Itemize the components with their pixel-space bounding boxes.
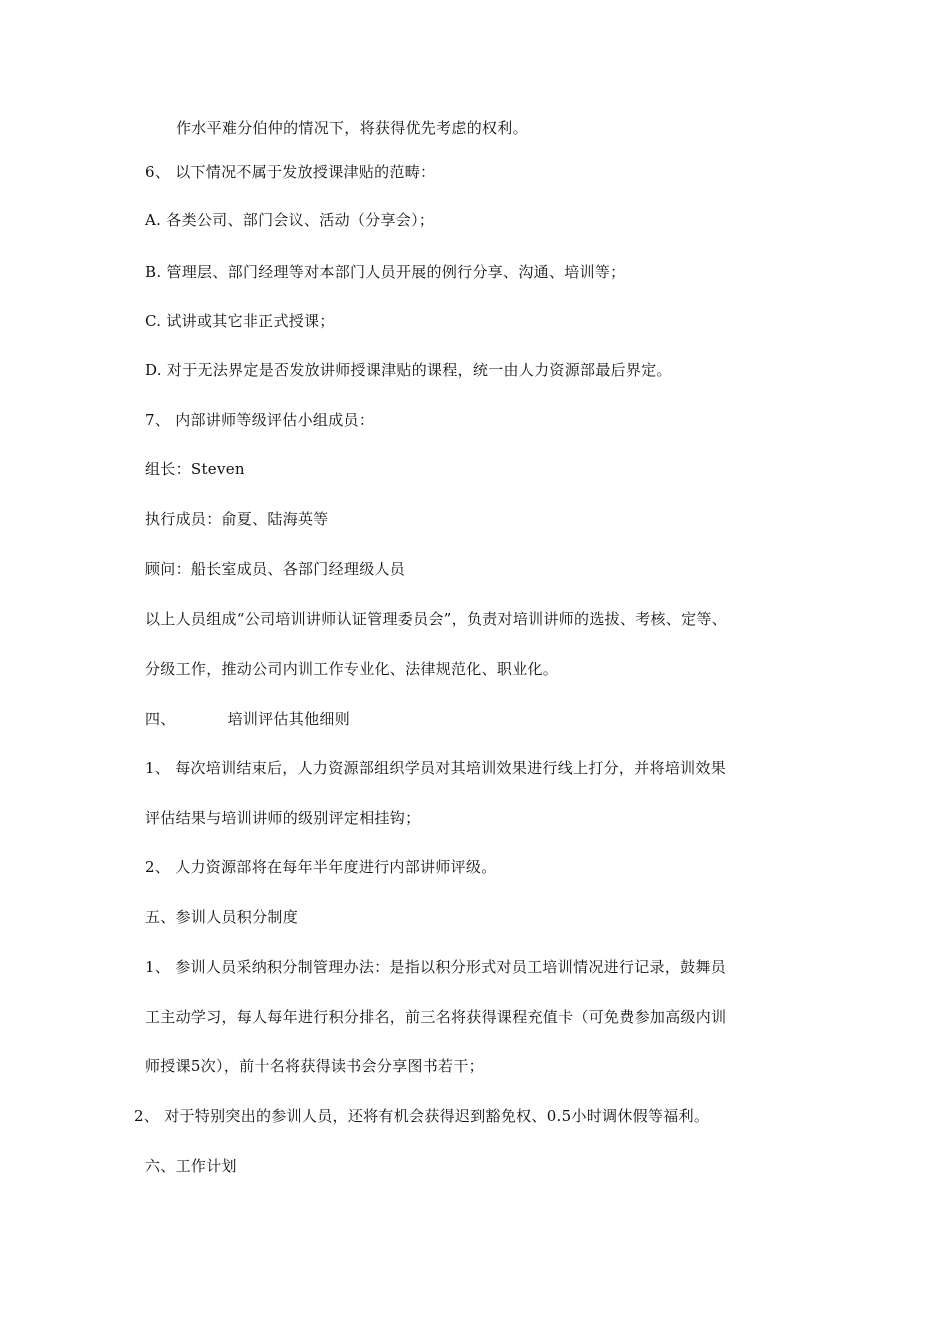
section-number: 四、 [145, 710, 176, 728]
group-leader: 组长：Steven [145, 460, 245, 478]
section-heading-6: 六、工作计划 [145, 1157, 237, 1175]
list-item-b: B. 管理层、部门经理等对本部门人员开展的例行分享、沟通、培训等； [145, 263, 626, 281]
section-title: 培训评估其他细则 [227, 710, 351, 728]
list-item-1: 1、 每次培训结束后，人力资源部组织学员对其培训效果进行线上打分，并将培训效果 [145, 759, 727, 777]
committee-paragraph-cont: 分级工作，推动公司内训工作专业化、法律规范化、职业化。 [145, 660, 559, 678]
paragraph-line: 作水平难分伯仲的情况下，将获得优先考虑的权利。 [176, 119, 528, 137]
points-item-2: 2、 对于特别突出的参训人员，还将有机会获得迟到豁免权、0.5小时调休假等福利。 [134, 1107, 710, 1125]
section-heading-5: 五、参训人员积分制度 [145, 908, 299, 926]
advisors: 顾问：船长室成员、各部门经理级人员 [145, 560, 406, 578]
committee-paragraph: 以上人员组成“公司培训讲师认证管理委员会”，负责对培训讲师的选拔、考核、定等、 [145, 610, 728, 628]
list-item-d: D. 对于无法界定是否发放讲师授课津贴的课程，统一由人力资源部最后界定。 [145, 361, 672, 379]
list-item-a: A. 各类公司、部门会议、活动（分享会）； [145, 211, 435, 229]
points-item-1: 1、 参训人员采纳积分制管理办法：是指以积分形式对员工培训情况进行记录，鼓舞员 [145, 958, 727, 976]
list-item-1-cont: 评估结果与培训讲师的级别评定相挂钩； [145, 809, 421, 827]
section-heading-4 [145, 709, 350, 729]
list-item-6: 6、 以下情况不属于发放授课津贴的范畴： [145, 163, 436, 181]
points-item-1-cont: 工主动学习，每人每年进行积分排名，前三名将获得课程充值卡（可免费参加高级内训 [145, 1008, 727, 1026]
list-item-7: 7、 内部讲师等级评估小组成员： [145, 411, 375, 429]
points-item-1-cont2: 师授课5次），前十名将获得读书会分享图书若干； [145, 1057, 484, 1075]
executive-members: 执行成员：俞夏、陆海英等 [145, 510, 329, 528]
list-item-2: 2、 人力资源部将在每年半年度进行内部讲师评级。 [145, 858, 497, 876]
list-item-c: C. 试讲或其它非正式授课； [145, 312, 335, 330]
